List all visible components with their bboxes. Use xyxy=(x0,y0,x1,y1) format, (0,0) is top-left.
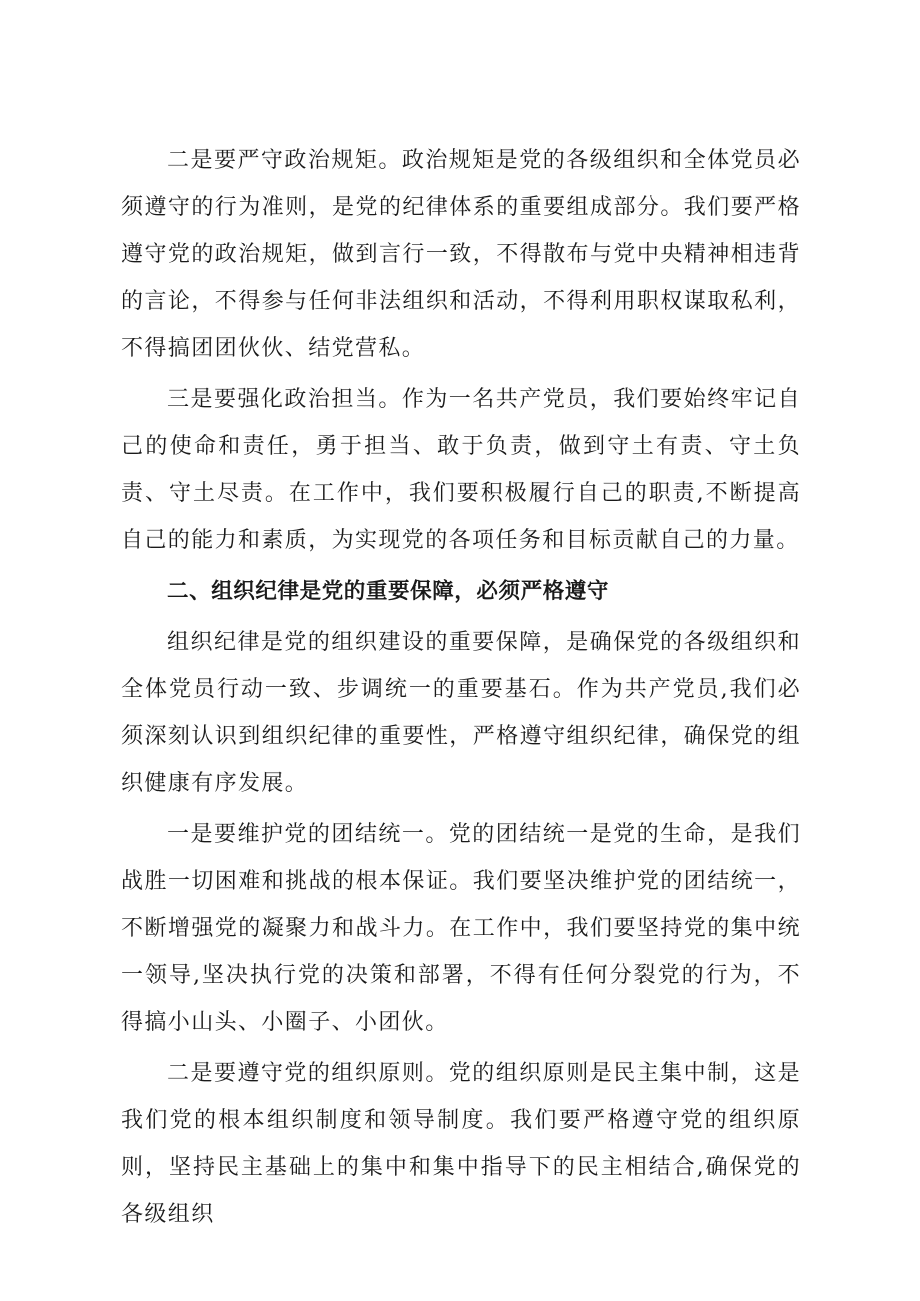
section-heading-organizational-discipline: 二、组织纪律是党的重要保障，必须严格遵守 xyxy=(167,579,610,604)
paragraph-political-rules: 二是要严守政治规矩。政治规矩是党的各级组织和全体党员必须遵守的行为准则，是党的纪律体系的重要组成部分。我们要严格遵守党的政治规矩，做到言行一致，不得散布与党中央精神相违背的言论，不得参与任何非法组织和活动，不得利用职权谋取私利，不得搞团团伙伙、结党营私。 xyxy=(121,148,801,361)
document-body xyxy=(121,137,801,1242)
paragraph-organizational-principles: 二是要遵守党的组织原则。党的组织原则是民主集中制，这是我们党的根本组织制度和领导制度。我们要严格遵守党的组织原则，坚持民主基础上的集中和集中指导下的民主相结合,确保党的各级组织 xyxy=(121,1061,801,1227)
paragraph-organizational-discipline-intro: 组织纪律是党的组织建设的重要保障，是确保党的各级组织和全体党员行动一致、步调统一的重要基石。作为共产党员,我们必须深刻认识到组织纪律的重要性，严格遵守组织纪律，确保党的组织健康有序发展。 xyxy=(121,630,801,796)
paragraph-party-unity: 一是要维护党的团结统一。党的团结统一是党的生命，是我们战胜一切困难和挑战的根本保证。我们要坚决维护党的团结统一，不断增强党的凝聚力和战斗力。在工作中，我们要坚持党的集中统一领导,坚决执行党的决策和部署，不得有任何分裂党的行为，不得搞小山头、小圈子、小团伙。 xyxy=(121,822,801,1035)
paragraph-political-responsibility: 三是要强化政治担当。作为一名共产党员，我们要始终牢记自己的使命和责任，勇于担当、敢于负责，做到守土有责、守土负责、守土尽责。在工作中，我们要积极履行自己的职责,不断提高自己的能力和素质，为实现党的各项任务和目标贡献自己的力量。 xyxy=(121,387,801,553)
